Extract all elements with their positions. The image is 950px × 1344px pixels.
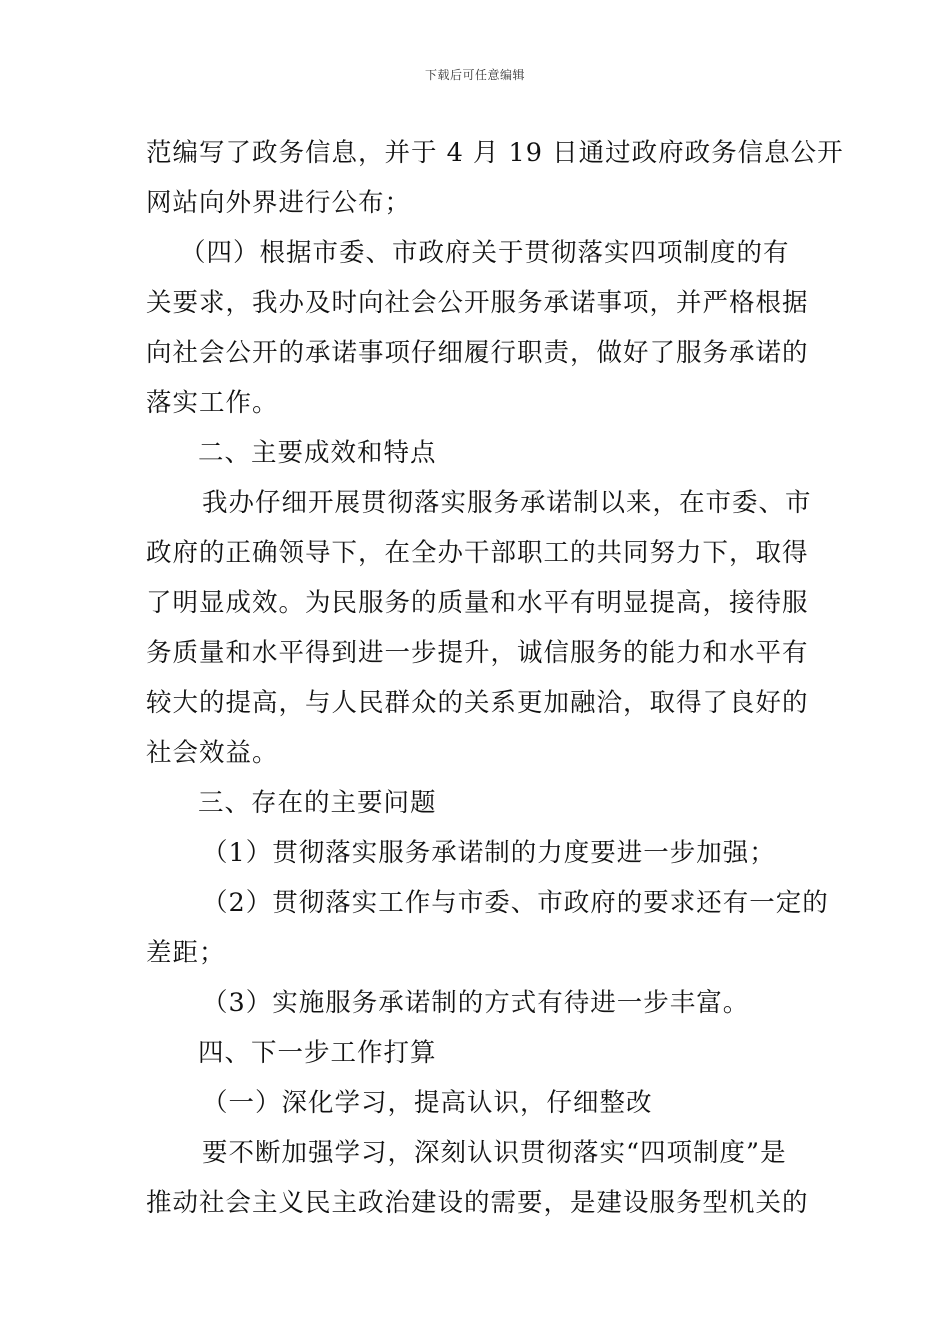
paragraph-line: 了明显成效。为民服务的质量和水平有明显提高，接待服	[146, 588, 809, 618]
subsection-heading: （一）深化学习，提高认识，仔细整改	[202, 1088, 653, 1118]
paragraph-line: 差距；	[146, 938, 226, 968]
list-item: （3）实施服务承诺制的方式有待进一步丰富。	[202, 988, 750, 1018]
paragraph-line: 向社会公开的承诺事项仔细履行职责，做好了服务承诺的	[146, 338, 809, 368]
list-item: （1）贯彻落实服务承诺制的力度要进一步加强；	[202, 838, 776, 868]
section-heading: 二、主要成效和特点	[198, 438, 437, 468]
paragraph-line: 要不断加强学习，深刻认识贯彻落实“四项制度”是	[202, 1138, 787, 1168]
paragraph-line: 务质量和水平得到进一步提升，诚信服务的能力和水平有	[146, 638, 809, 668]
paragraph-line: 落实工作。	[146, 388, 279, 418]
paragraph-line: 网站向外界进行公布；	[146, 188, 412, 218]
paragraph-line: 政府的正确领导下，在全办干部职工的共同努力下，取得	[146, 538, 809, 568]
paragraph-line: （四）根据市委、市政府关于贯彻落实四项制度的有	[180, 238, 790, 268]
paragraph-line: 范编写了政务信息，并于 4 月 19 日通过政府政务信息公开	[146, 138, 844, 168]
paragraph-line: 推动社会主义民主政治建设的需要，是建设服务型机关的	[146, 1188, 809, 1218]
page-header: 下载后可任意编辑	[424, 68, 525, 82]
paragraph-line: 关要求，我办及时向社会公开服务承诺事项，并严格根据	[146, 288, 809, 318]
paragraph-line: 社会效益。	[146, 738, 279, 768]
section-heading: 四、下一步工作打算	[198, 1038, 437, 1068]
list-item: （2）贯彻落实工作与市委、市政府的要求还有一定的	[202, 888, 829, 918]
paragraph-line: 我办仔细开展贯彻落实服务承诺制以来，在市委、市	[202, 488, 812, 518]
document-body	[146, 128, 844, 1228]
section-heading: 三、存在的主要问题	[198, 788, 437, 818]
paragraph-line: 较大的提高，与人民群众的关系更加融洽，取得了良好的	[146, 688, 809, 718]
